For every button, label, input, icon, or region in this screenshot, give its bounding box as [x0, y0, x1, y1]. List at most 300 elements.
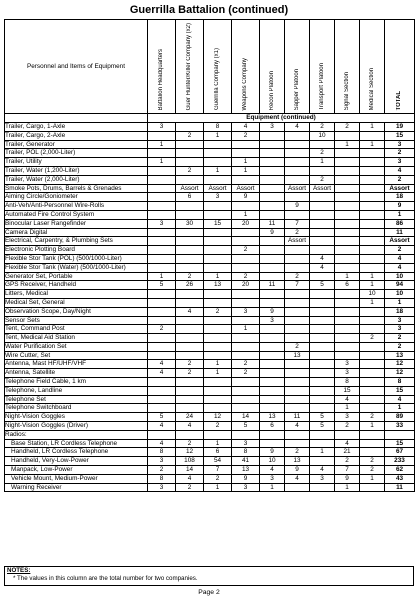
- value-cell: [285, 386, 310, 395]
- value-cell: 2: [285, 228, 310, 237]
- total-cell: 2: [385, 334, 415, 343]
- value-cell: [285, 307, 310, 316]
- value-cell: [360, 404, 385, 413]
- value-cell: [285, 439, 310, 448]
- value-cell: [335, 334, 360, 343]
- value-cell: 1: [204, 483, 232, 492]
- table-row: [5, 166, 415, 175]
- value-cell: 3: [148, 457, 176, 466]
- value-cell: [310, 457, 335, 466]
- value-cell: [204, 149, 232, 158]
- value-cell: [285, 166, 310, 175]
- value-cell: 2: [335, 422, 360, 431]
- value-cell: 6: [260, 422, 285, 431]
- table-row: [5, 342, 415, 351]
- table-row: [5, 237, 415, 246]
- value-cell: [310, 325, 335, 334]
- value-cell: [310, 307, 335, 316]
- table-row: [5, 404, 415, 413]
- value-cell: 3: [232, 307, 260, 316]
- value-cell: [310, 404, 335, 413]
- value-cell: [176, 351, 204, 360]
- value-cell: 1: [204, 360, 232, 369]
- row-label: Electrical, Carpentry, & Plumbing Sets: [5, 237, 148, 246]
- value-cell: 3: [148, 483, 176, 492]
- value-cell: [260, 360, 285, 369]
- value-cell: 20: [232, 281, 260, 290]
- value-cell: [360, 483, 385, 492]
- value-cell: 3: [232, 483, 260, 492]
- value-cell: [232, 140, 260, 149]
- value-cell: [360, 378, 385, 387]
- header-column: [310, 20, 335, 114]
- value-cell: 9: [232, 474, 260, 483]
- row-label: Trailer, POL (2,000-Liter): [5, 149, 148, 158]
- row-label: Telephone, Landline: [5, 386, 148, 395]
- row-label: Camera Digital: [5, 228, 148, 237]
- value-cell: 7: [285, 219, 310, 228]
- value-cell: [360, 219, 385, 228]
- table-row: [5, 483, 415, 492]
- value-cell: 5: [310, 422, 335, 431]
- row-label: Electronic Plotting Board: [5, 246, 148, 255]
- value-cell: [204, 351, 232, 360]
- value-cell: [260, 210, 285, 219]
- header-column: [360, 20, 385, 114]
- row-label: Trailer, Water (2,000-Liter): [5, 175, 148, 184]
- header-column-label: Transport Platoon: [318, 62, 325, 111]
- value-cell: [232, 334, 260, 343]
- value-cell: 2: [204, 422, 232, 431]
- row-label: Antenna, Satellite: [5, 369, 148, 378]
- value-cell: 4: [310, 254, 335, 263]
- value-cell: [148, 430, 176, 439]
- value-cell: [204, 175, 232, 184]
- value-cell: 9: [285, 466, 310, 475]
- value-cell: [260, 193, 285, 202]
- value-cell: [148, 342, 176, 351]
- value-cell: 1: [310, 448, 335, 457]
- table-body: [5, 114, 415, 492]
- value-cell: [285, 158, 310, 167]
- value-cell: [176, 342, 204, 351]
- value-cell: [285, 254, 310, 263]
- value-cell: [232, 342, 260, 351]
- value-cell: 6: [176, 193, 204, 202]
- value-cell: 2: [360, 413, 385, 422]
- value-cell: [310, 166, 335, 175]
- table-row: [5, 158, 415, 167]
- value-cell: [310, 316, 335, 325]
- row-label: Water Purification Set: [5, 342, 148, 351]
- value-cell: [360, 316, 385, 325]
- value-cell: 8: [204, 122, 232, 131]
- value-cell: 2: [204, 474, 232, 483]
- value-cell: 2: [232, 246, 260, 255]
- value-cell: [148, 378, 176, 387]
- value-cell: [204, 158, 232, 167]
- value-cell: [232, 386, 260, 395]
- header-column: [285, 20, 310, 114]
- value-cell: [335, 351, 360, 360]
- total-cell: 89: [385, 413, 415, 422]
- value-cell: 7: [335, 466, 360, 475]
- table-row: [5, 122, 415, 131]
- total-cell: 15: [385, 386, 415, 395]
- value-cell: 15: [204, 219, 232, 228]
- value-cell: [310, 395, 335, 404]
- value-cell: [335, 246, 360, 255]
- value-cell: [310, 483, 335, 492]
- value-cell: [148, 210, 176, 219]
- header-column-label: Weapons Company: [242, 57, 248, 111]
- header-column-label: Sapper Platoon: [293, 69, 300, 111]
- value-cell: [285, 483, 310, 492]
- value-cell: [148, 149, 176, 158]
- value-cell: [310, 246, 335, 255]
- value-cell: 2: [285, 342, 310, 351]
- value-cell: [260, 334, 285, 343]
- value-cell: [204, 246, 232, 255]
- total-cell: 4: [385, 263, 415, 272]
- value-cell: [360, 210, 385, 219]
- value-cell: 5: [310, 413, 335, 422]
- value-cell: 2: [204, 307, 232, 316]
- value-cell: [360, 131, 385, 140]
- value-cell: 2: [232, 131, 260, 140]
- value-cell: 1: [360, 122, 385, 131]
- header-column: [204, 20, 232, 114]
- total-cell: 33: [385, 422, 415, 431]
- value-cell: [148, 228, 176, 237]
- value-cell: [335, 158, 360, 167]
- value-cell: [148, 263, 176, 272]
- value-cell: [148, 184, 176, 193]
- value-cell: 1: [335, 272, 360, 281]
- total-cell: 13: [385, 351, 415, 360]
- value-cell: 7: [204, 466, 232, 475]
- total-cell: 10: [385, 290, 415, 299]
- value-cell: 3: [260, 316, 285, 325]
- value-cell: [285, 334, 310, 343]
- value-cell: [232, 149, 260, 158]
- value-cell: Assort: [285, 237, 310, 246]
- value-cell: [176, 237, 204, 246]
- value-cell: 1: [232, 325, 260, 334]
- value-cell: [360, 158, 385, 167]
- value-cell: 2: [176, 369, 204, 378]
- value-cell: 2: [285, 448, 310, 457]
- value-cell: [310, 210, 335, 219]
- value-cell: 5: [310, 281, 335, 290]
- value-cell: 4: [285, 474, 310, 483]
- value-cell: [360, 202, 385, 211]
- value-cell: [232, 298, 260, 307]
- value-cell: 4: [148, 422, 176, 431]
- value-cell: [204, 228, 232, 237]
- header-column: [385, 20, 415, 114]
- table-row: [5, 457, 415, 466]
- value-cell: [335, 228, 360, 237]
- total-cell: 11: [385, 483, 415, 492]
- value-cell: [176, 404, 204, 413]
- table-row: [5, 246, 415, 255]
- value-cell: [360, 307, 385, 316]
- value-cell: [176, 175, 204, 184]
- value-cell: [260, 237, 285, 246]
- total-cell: 10: [385, 272, 415, 281]
- value-cell: [176, 378, 204, 387]
- value-cell: 2: [360, 457, 385, 466]
- value-cell: 1: [232, 158, 260, 167]
- row-label: Antenna, Mast HF/UHF/VHF: [5, 360, 148, 369]
- table-row: [5, 210, 415, 219]
- total-cell: 3: [385, 325, 415, 334]
- value-cell: [232, 175, 260, 184]
- value-cell: [176, 386, 204, 395]
- header-column-label: Signal Section: [343, 72, 350, 111]
- value-cell: [310, 219, 335, 228]
- value-cell: Assort: [232, 184, 260, 193]
- value-cell: 1: [360, 422, 385, 431]
- value-cell: [148, 298, 176, 307]
- row-label: Observation Scope, Day/Night: [5, 307, 148, 316]
- value-cell: 4: [310, 263, 335, 272]
- table-row: [5, 184, 415, 193]
- value-cell: [232, 351, 260, 360]
- value-cell: [204, 210, 232, 219]
- table-row: [5, 395, 415, 404]
- value-cell: 9: [285, 202, 310, 211]
- total-cell: 3: [385, 140, 415, 149]
- table-row: [5, 360, 415, 369]
- value-cell: [260, 254, 285, 263]
- value-cell: 3: [148, 219, 176, 228]
- section-label: Equipment (continued): [148, 114, 415, 123]
- total-cell: 18: [385, 193, 415, 202]
- value-cell: [285, 263, 310, 272]
- value-cell: 1: [204, 439, 232, 448]
- value-cell: [360, 254, 385, 263]
- value-cell: [335, 237, 360, 246]
- value-cell: [335, 193, 360, 202]
- row-label: Warning Receiver: [5, 483, 148, 492]
- value-cell: [335, 263, 360, 272]
- total-cell: [385, 430, 415, 439]
- value-cell: 3: [335, 369, 360, 378]
- value-cell: [148, 254, 176, 263]
- value-cell: [335, 298, 360, 307]
- table-row: [5, 263, 415, 272]
- value-cell: [260, 184, 285, 193]
- value-cell: [360, 342, 385, 351]
- row-label: Trailer, Water (1,200-Liter): [5, 166, 148, 175]
- value-cell: 24: [176, 413, 204, 422]
- row-label: Manpack, Low-Power: [5, 466, 148, 475]
- value-cell: [285, 378, 310, 387]
- value-cell: 9: [260, 448, 285, 457]
- value-cell: [260, 439, 285, 448]
- value-cell: [360, 246, 385, 255]
- value-cell: [310, 228, 335, 237]
- value-cell: 2: [176, 439, 204, 448]
- value-cell: 9: [260, 228, 285, 237]
- row-label: Generator Set, Portable: [5, 272, 148, 281]
- value-cell: [360, 166, 385, 175]
- value-cell: [360, 439, 385, 448]
- value-cell: [335, 430, 360, 439]
- value-cell: 2: [335, 457, 360, 466]
- row-label: Radios:: [5, 430, 148, 439]
- value-cell: [310, 439, 335, 448]
- header-column: [335, 20, 360, 114]
- value-cell: 2: [148, 466, 176, 475]
- equipment-table: [4, 19, 415, 492]
- value-cell: 3: [260, 122, 285, 131]
- value-cell: [310, 378, 335, 387]
- value-cell: [310, 334, 335, 343]
- value-cell: [148, 334, 176, 343]
- value-cell: [260, 430, 285, 439]
- header-column-label: TOTAL: [396, 90, 402, 111]
- value-cell: [360, 263, 385, 272]
- value-cell: [204, 342, 232, 351]
- table-row: [5, 307, 415, 316]
- value-cell: 2: [176, 483, 204, 492]
- row-label: Medical Set, General: [5, 298, 148, 307]
- value-cell: 13: [204, 281, 232, 290]
- value-cell: 9: [335, 474, 360, 483]
- value-cell: 2: [310, 149, 335, 158]
- value-cell: 21: [335, 448, 360, 457]
- total-cell: 1: [385, 210, 415, 219]
- value-cell: 1: [204, 272, 232, 281]
- header-column-label: Recon Platoon: [268, 71, 275, 111]
- value-cell: 1: [335, 483, 360, 492]
- total-cell: Assort: [385, 237, 415, 246]
- table-row: [5, 369, 415, 378]
- value-cell: 4: [260, 466, 285, 475]
- value-cell: [335, 325, 360, 334]
- value-cell: [148, 237, 176, 246]
- value-cell: [360, 184, 385, 193]
- value-cell: 4: [148, 439, 176, 448]
- value-cell: [360, 360, 385, 369]
- value-cell: [335, 210, 360, 219]
- value-cell: 8: [232, 448, 260, 457]
- value-cell: [285, 149, 310, 158]
- value-cell: [285, 175, 310, 184]
- row-label: Trailer, Utility: [5, 158, 148, 167]
- table-row: [5, 298, 415, 307]
- value-cell: 3: [335, 413, 360, 422]
- value-cell: [204, 237, 232, 246]
- value-cell: [204, 378, 232, 387]
- value-cell: [335, 290, 360, 299]
- value-cell: [148, 316, 176, 325]
- value-cell: 1: [360, 140, 385, 149]
- value-cell: [360, 430, 385, 439]
- value-cell: [335, 175, 360, 184]
- value-cell: 11: [260, 219, 285, 228]
- value-cell: [176, 263, 204, 272]
- value-cell: [335, 307, 360, 316]
- value-cell: 2: [232, 360, 260, 369]
- value-cell: [176, 202, 204, 211]
- value-cell: [148, 166, 176, 175]
- value-cell: [148, 404, 176, 413]
- value-cell: [360, 228, 385, 237]
- value-cell: 1: [232, 210, 260, 219]
- total-cell: 4: [385, 254, 415, 263]
- value-cell: [232, 237, 260, 246]
- table-row: [5, 281, 415, 290]
- value-cell: 4: [176, 307, 204, 316]
- value-cell: 2: [148, 325, 176, 334]
- value-cell: [360, 386, 385, 395]
- value-cell: [148, 175, 176, 184]
- value-cell: [204, 202, 232, 211]
- value-cell: [204, 290, 232, 299]
- value-cell: [176, 325, 204, 334]
- total-cell: 12: [385, 360, 415, 369]
- total-cell: 2: [385, 175, 415, 184]
- section-row: [5, 114, 415, 123]
- total-cell: 18: [385, 307, 415, 316]
- row-label: Base Station, LR Cordless Telephone: [5, 439, 148, 448]
- value-cell: [232, 316, 260, 325]
- value-cell: [285, 140, 310, 149]
- row-label: Litters, Medical: [5, 290, 148, 299]
- value-cell: [360, 351, 385, 360]
- header-column: [232, 20, 260, 114]
- value-cell: 1: [204, 369, 232, 378]
- value-cell: [285, 131, 310, 140]
- value-cell: [335, 342, 360, 351]
- value-cell: [232, 404, 260, 413]
- value-cell: 13: [285, 457, 310, 466]
- value-cell: [148, 290, 176, 299]
- total-cell: 19: [385, 122, 415, 131]
- table-row: [5, 351, 415, 360]
- value-cell: 1: [232, 166, 260, 175]
- value-cell: [204, 298, 232, 307]
- table-row: [5, 422, 415, 431]
- total-cell: 67: [385, 448, 415, 457]
- row-label: Automated Fire Control System: [5, 210, 148, 219]
- row-label: Night-Vision Goggles: [5, 413, 148, 422]
- value-cell: [176, 430, 204, 439]
- table-row: [5, 228, 415, 237]
- notes-box: [4, 566, 414, 586]
- value-cell: [260, 263, 285, 272]
- value-cell: [260, 175, 285, 184]
- value-cell: 3: [310, 474, 335, 483]
- value-cell: 4: [285, 122, 310, 131]
- page-title: Guerrilla Battalion (continued): [129, 4, 289, 16]
- total-cell: 3: [385, 158, 415, 167]
- value-cell: 8: [148, 448, 176, 457]
- total-cell: 15: [385, 439, 415, 448]
- table-row: [5, 202, 415, 211]
- value-cell: [176, 254, 204, 263]
- value-cell: [176, 158, 204, 167]
- value-cell: [310, 140, 335, 149]
- row-label: Handheld, Very-Low-Power: [5, 457, 148, 466]
- value-cell: [260, 342, 285, 351]
- value-cell: Assort: [285, 184, 310, 193]
- total-cell: 2: [385, 342, 415, 351]
